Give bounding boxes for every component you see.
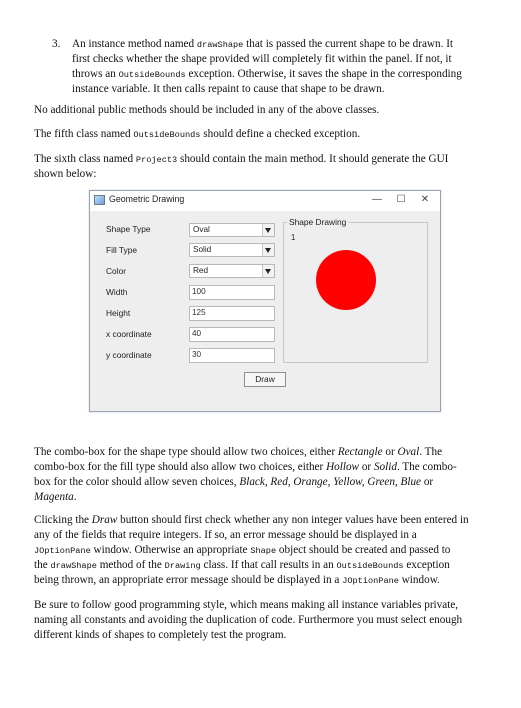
chevron-down-icon[interactable] bbox=[262, 265, 274, 277]
color-label: Color bbox=[106, 266, 127, 276]
para-sixth-line2: shown below: bbox=[34, 168, 97, 180]
text: window. Otherwise an appropriate bbox=[90, 544, 251, 556]
text: combo-box for the fill type should also allow two choices, either bbox=[34, 461, 327, 473]
code: OutsideBounds bbox=[336, 561, 404, 571]
close-button[interactable]: ✕ bbox=[420, 194, 430, 205]
code: drawShape bbox=[196, 40, 244, 50]
text: Clicking the bbox=[34, 514, 92, 526]
text: should define a checked exception. bbox=[200, 128, 361, 140]
italic: Magenta bbox=[34, 491, 74, 503]
text: method of the bbox=[96, 559, 165, 571]
shape-type-label: Shape Type bbox=[106, 224, 151, 234]
height-label: Height bbox=[106, 308, 131, 318]
y-coordinate-field[interactable] bbox=[189, 348, 275, 363]
italic: Hollow bbox=[326, 461, 360, 473]
text: should contain the main method. It should generate the GUI bbox=[177, 153, 449, 165]
para-combo-line2 bbox=[34, 460, 457, 475]
para-style-line3: different kinds of shapes to completely test the program. bbox=[34, 629, 287, 641]
text: exception. Otherwise, it saves the shape in the corresponding bbox=[185, 68, 462, 80]
text: class. If that call results in an bbox=[200, 559, 337, 571]
italic: Black, Red, Orange, Yellow, Green, Blue bbox=[239, 476, 422, 488]
item3-number: 3. bbox=[52, 38, 61, 50]
draw-button[interactable]: Draw bbox=[244, 372, 286, 387]
text: . The combo- bbox=[396, 461, 457, 473]
shape-drawing-title: Shape Drawing bbox=[289, 217, 347, 227]
shape-count: 1 bbox=[291, 233, 296, 242]
height-field[interactable] bbox=[189, 306, 275, 321]
text: The fifth class named bbox=[34, 128, 134, 140]
text: . bbox=[73, 491, 77, 503]
gui-screenshot bbox=[89, 190, 441, 412]
shape-type-combo[interactable] bbox=[189, 223, 275, 237]
code: JOptionPane bbox=[342, 576, 399, 586]
para-click-line2: any of the fields that require integers. If so, an error message should be displayed in a bbox=[34, 529, 417, 541]
x-coordinate-field[interactable] bbox=[189, 327, 275, 342]
italic: Rectangle bbox=[337, 446, 383, 458]
item3-line4: instance variable. It then calls repaint to cause that shape to be drawn. bbox=[72, 83, 385, 95]
text: throws an bbox=[72, 68, 119, 80]
para-no-methods: No additional public methods should be included in any of the above classes. bbox=[34, 104, 380, 116]
para-combo-line3 bbox=[34, 475, 433, 490]
shape-drawing-panel bbox=[283, 217, 428, 363]
fill-type-label: Fill Type bbox=[106, 245, 138, 255]
item3-line3 bbox=[72, 67, 462, 83]
para-click-line4 bbox=[34, 558, 450, 574]
chevron-down-icon[interactable] bbox=[262, 224, 274, 236]
para-combo-line1 bbox=[34, 445, 442, 460]
maximize-button[interactable]: ☐ bbox=[396, 194, 406, 205]
minimize-button[interactable]: — bbox=[372, 194, 382, 205]
text: The sixth class named bbox=[34, 153, 136, 165]
y-coordinate-value: 30 bbox=[192, 350, 202, 359]
text: or bbox=[421, 476, 434, 488]
item3-line2: first checks whether the shape provided will completely fit within the panel. If not, it bbox=[72, 53, 452, 65]
text: window. bbox=[398, 574, 440, 586]
code: OutsideBounds bbox=[118, 70, 186, 80]
code: Project3 bbox=[135, 155, 178, 165]
shape-type-value: Oval bbox=[193, 225, 210, 234]
text: box for the color should allow seven choices, bbox=[34, 476, 240, 488]
para-click-line5 bbox=[34, 573, 440, 589]
para-sixth-class bbox=[34, 152, 448, 168]
code: Shape bbox=[250, 546, 277, 556]
fill-type-combo[interactable] bbox=[189, 243, 275, 257]
width-label: Width bbox=[106, 287, 128, 297]
text: An instance method named bbox=[72, 38, 197, 50]
para-combo-line4 bbox=[34, 490, 77, 505]
code: Drawing bbox=[164, 561, 201, 571]
text: object should be created and passed to bbox=[276, 544, 451, 556]
text: The combo-box for the shape type should allow two choices, either bbox=[34, 446, 338, 458]
italic: Oval bbox=[397, 446, 420, 458]
color-value: Red bbox=[193, 266, 209, 275]
para-style-line2: naming all constants and avoiding the duplication of code. Furthermore you must select enough bbox=[34, 614, 463, 626]
para-fifth-class bbox=[34, 127, 360, 143]
text: or bbox=[382, 446, 398, 458]
code: OutsideBounds bbox=[133, 130, 201, 140]
code: drawShape bbox=[50, 561, 97, 571]
chevron-down-icon[interactable] bbox=[262, 244, 274, 256]
para-click-line3 bbox=[34, 543, 450, 559]
text: that is passed the current shape to be drawn. It bbox=[243, 38, 454, 50]
width-field[interactable] bbox=[189, 285, 275, 300]
italic: Draw bbox=[91, 514, 118, 526]
height-value: 125 bbox=[192, 308, 206, 317]
x-coordinate-label: x coordinate bbox=[106, 329, 152, 339]
width-value: 100 bbox=[192, 287, 206, 296]
color-combo[interactable] bbox=[189, 264, 275, 278]
text: the bbox=[34, 559, 51, 571]
window-title: Geometric Drawing bbox=[109, 194, 185, 204]
item3-line1 bbox=[72, 37, 453, 53]
app-icon bbox=[94, 195, 105, 205]
italic: Solid bbox=[373, 461, 397, 473]
x-coordinate-value: 40 bbox=[192, 329, 202, 338]
para-click-line1 bbox=[34, 513, 469, 528]
y-coordinate-label: y coordinate bbox=[106, 350, 152, 360]
text: or bbox=[359, 461, 374, 473]
text: button should first check whether any non integer values have been entered in bbox=[117, 514, 469, 526]
drawn-oval bbox=[316, 250, 376, 310]
code: JOptionPane bbox=[34, 546, 91, 556]
para-style-line1: Be sure to follow good programming style, which means making all instance variables private, bbox=[34, 599, 459, 611]
fill-type-value: Solid bbox=[193, 245, 212, 254]
window-titlebar bbox=[90, 191, 440, 211]
text: . The bbox=[419, 446, 443, 458]
text: being thrown, an appropriate error message should be displayed in a bbox=[34, 574, 343, 586]
text: exception bbox=[403, 559, 450, 571]
